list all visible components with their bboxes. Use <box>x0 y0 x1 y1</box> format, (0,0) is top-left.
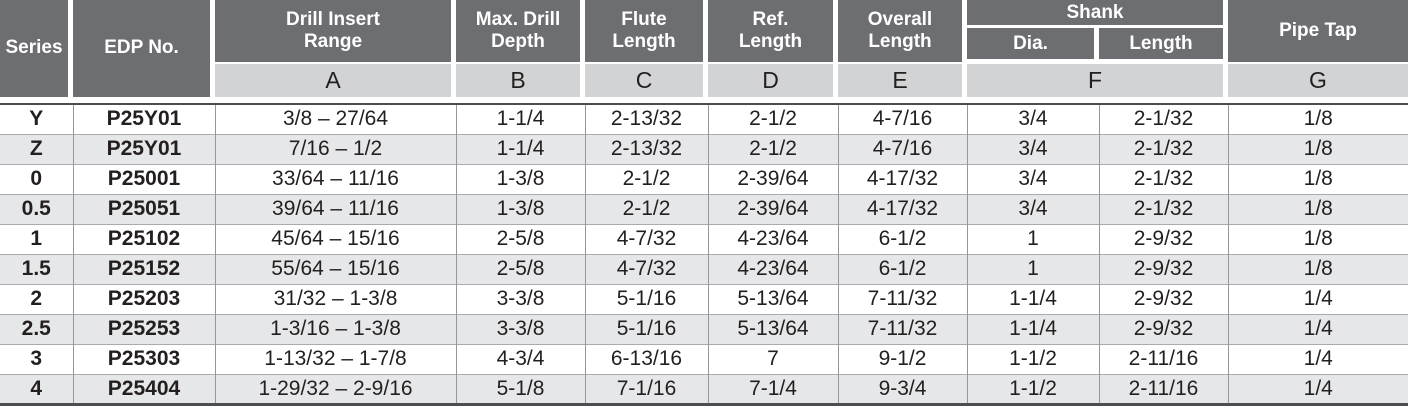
cell-edp-no: P25051 <box>73 194 215 224</box>
table-row <box>0 194 1408 224</box>
col-header-shank-length-label: Length <box>1129 32 1193 54</box>
table-row <box>0 134 1408 164</box>
col-letter-f: F <box>967 62 1228 97</box>
cell-max-drill-depth: 5-1/8 <box>456 374 585 404</box>
cell-drill-insert-range: 39/64 – 11/16 <box>215 194 456 224</box>
col-header-shank-dia-label: Dia. <box>1013 32 1048 54</box>
col-header-drill-insert-range-line2: Range <box>303 31 363 52</box>
cell-flute-length: 7-1/16 <box>585 374 708 404</box>
col-header-overall-length-line1: Overall <box>867 8 933 30</box>
col-header-pipe-tap <box>1228 0 1408 62</box>
cell-shank-length: 2-1/32 <box>1099 104 1228 134</box>
col-header-series <box>0 0 73 97</box>
cell-shank-length: 2-9/32 <box>1099 254 1228 284</box>
cell-series: 1 <box>0 224 73 254</box>
cell-ref-length: 4-23/64 <box>708 254 838 284</box>
cell-pipe-tap: 1/4 <box>1228 344 1408 374</box>
cell-pipe-tap: 1/4 <box>1228 314 1408 344</box>
cell-ref-length: 2-1/2 <box>708 104 838 134</box>
cell-shank-dia: 3/4 <box>967 194 1099 224</box>
table-row <box>0 344 1408 374</box>
shank-subheaders <box>967 28 1223 59</box>
table-row <box>0 284 1408 314</box>
cell-flute-length: 2-1/2 <box>585 164 708 194</box>
cell-drill-insert-range: 31/32 – 1-3/8 <box>215 284 456 314</box>
cell-pipe-tap: 1/8 <box>1228 194 1408 224</box>
col-header-drill-insert-range-line1: Drill Insert <box>286 8 380 30</box>
cell-overall-length: 9-3/4 <box>838 374 967 404</box>
cell-pipe-tap: 1/8 <box>1228 224 1408 254</box>
cell-shank-dia: 3/4 <box>967 104 1099 134</box>
col-header-series-label: Series <box>5 37 63 59</box>
cell-ref-length: 2-39/64 <box>708 164 838 194</box>
col-header-shank-length <box>1099 28 1223 59</box>
table-header <box>0 0 1408 97</box>
cell-shank-length: 2-9/32 <box>1099 224 1228 254</box>
table-row <box>0 374 1408 404</box>
cell-shank-dia: 3/4 <box>967 134 1099 164</box>
cell-overall-length: 4-17/32 <box>838 164 967 194</box>
cell-shank-dia: 1 <box>967 224 1099 254</box>
cell-pipe-tap: 1/4 <box>1228 374 1408 404</box>
cell-drill-insert-range: 1-29/32 – 2-9/16 <box>215 374 456 404</box>
cell-max-drill-depth: 1-1/4 <box>456 134 585 164</box>
cell-edp-no: P25404 <box>73 374 215 404</box>
cell-ref-length: 2-1/2 <box>708 134 838 164</box>
cell-edp-no: P25Y01 <box>73 104 215 134</box>
col-header-pipe-tap-label: Pipe Tap <box>1279 19 1357 41</box>
col-header-ref-length <box>708 0 838 62</box>
col-header-ref-length-line1: Ref. <box>752 8 789 30</box>
col-letter-g: G <box>1228 62 1408 97</box>
cell-shank-dia: 1-1/2 <box>967 374 1099 404</box>
col-letter-b: B <box>456 62 585 97</box>
table-body <box>0 103 1408 406</box>
cell-max-drill-depth: 4-3/4 <box>456 344 585 374</box>
cell-series: 0 <box>0 164 73 194</box>
col-header-shank <box>967 0 1223 28</box>
cell-flute-length: 2-13/32 <box>585 104 708 134</box>
cell-flute-length: 5-1/16 <box>585 284 708 314</box>
col-header-edp-no-label: EDP No. <box>104 37 179 59</box>
col-letter-c: C <box>585 62 708 97</box>
cell-shank-dia: 1-1/4 <box>967 284 1099 314</box>
cell-pipe-tap: 1/8 <box>1228 164 1408 194</box>
cell-drill-insert-range: 1-3/16 – 1-3/8 <box>215 314 456 344</box>
col-header-max-drill-depth-line1: Max. Drill <box>475 8 561 30</box>
cell-shank-dia: 3/4 <box>967 164 1099 194</box>
cell-flute-length: 4-7/32 <box>585 224 708 254</box>
cell-flute-length: 2-13/32 <box>585 134 708 164</box>
cell-max-drill-depth: 3-3/8 <box>456 284 585 314</box>
cell-overall-length: 4-7/16 <box>838 104 967 134</box>
cell-flute-length: 2-1/2 <box>585 194 708 224</box>
table-row <box>0 164 1408 194</box>
cell-pipe-tap: 1/8 <box>1303 107 1333 131</box>
cell-ref-length: 5-13/64 <box>708 284 838 314</box>
cell-overall-length: 4-17/32 <box>838 194 967 224</box>
cell-drill-insert-range: 33/64 – 11/16 <box>215 164 456 194</box>
cell-pipe-tap: 1/8 <box>1228 254 1408 284</box>
cell-edp-no: P25152 <box>73 254 215 284</box>
cell-flute-length: 4-7/32 <box>585 254 708 284</box>
col-header-shank-dia <box>967 28 1099 59</box>
cell-shank-length: 2-9/32 <box>1099 284 1228 314</box>
cell-series: 1.5 <box>0 254 73 284</box>
col-letter-d: D <box>708 62 838 97</box>
cell-shank-length: 2-9/32 <box>1099 314 1228 344</box>
cell-edp-no: P25001 <box>73 164 215 194</box>
cell-overall-length: 6-1/2 <box>838 224 967 254</box>
cell-flute-length: 5-1/16 <box>585 314 708 344</box>
cell-shank-dia: 1-1/2 <box>967 344 1099 374</box>
col-header-max-drill-depth-line2: Depth <box>491 31 545 52</box>
cell-overall-length: 6-1/2 <box>838 254 967 284</box>
cell-max-drill-depth: 1-3/8 <box>456 164 585 194</box>
col-header-ref-length-line2: Length <box>738 31 803 52</box>
cell-shank-length: 2-11/16 <box>1099 344 1228 374</box>
col-header-flute-length-line2: Length <box>612 31 676 52</box>
cell-series: 2 <box>0 284 73 314</box>
cell-edp-no: P25102 <box>73 224 215 254</box>
cell-shank-dia: 1 <box>967 254 1099 284</box>
table-row <box>0 254 1408 284</box>
table-row <box>0 224 1408 254</box>
col-header-overall-length <box>838 0 967 62</box>
cell-drill-insert-range: 55/64 – 15/16 <box>215 254 456 284</box>
table-row <box>0 104 1408 134</box>
cell-edp-no: P25Y01 <box>73 134 215 164</box>
cell-drill-insert-range: 1-13/32 – 1-7/8 <box>215 344 456 374</box>
cell-pipe-tap: 1/8 <box>1228 134 1408 164</box>
cell-drill-insert-range: 3/8 – 27/64 <box>215 104 456 134</box>
cell-edp-no: P25203 <box>73 284 215 314</box>
cell-series: 0.5 <box>0 194 73 224</box>
cell-max-drill-depth: 1-1/4 <box>456 104 585 134</box>
table-row <box>0 314 1408 344</box>
cell-shank-length: 2-11/16 <box>1099 374 1228 404</box>
col-header-edp-no <box>73 0 215 97</box>
cell-ref-length: 4-23/64 <box>708 224 838 254</box>
col-letter-e: E <box>838 62 967 97</box>
cell-edp-no: P25303 <box>73 344 215 374</box>
cell-series: Y <box>0 104 73 134</box>
cell-series: 3 <box>0 344 73 374</box>
cell-overall-length: 9-1/2 <box>838 344 967 374</box>
cell-max-drill-depth: 3-3/8 <box>456 314 585 344</box>
cell-pipe-tap: 1/4 <box>1228 284 1408 314</box>
cell-series: 4 <box>0 374 73 404</box>
cell-overall-length: 4-7/16 <box>838 134 967 164</box>
cell-overall-length: 7-11/32 <box>838 284 967 314</box>
cell-series: 2.5 <box>0 314 73 344</box>
col-header-overall-length-line2: Length <box>868 31 932 52</box>
col-header-shank-label: Shank <box>1066 1 1124 23</box>
col-header-drill-insert-range <box>215 0 456 62</box>
cell-max-drill-depth: 2-5/8 <box>456 254 585 284</box>
cell-drill-insert-range: 45/64 – 15/16 <box>215 224 456 254</box>
cell-max-drill-depth: 2-5/8 <box>456 224 585 254</box>
cell-edp-no: P25253 <box>73 314 215 344</box>
col-header-flute-length-line1: Flute <box>621 8 667 30</box>
cell-overall-length: 7-11/32 <box>838 314 967 344</box>
cell-ref-length: 7-1/4 <box>708 374 838 404</box>
cell-ref-length: 5-13/64 <box>708 314 838 344</box>
col-header-max-drill-depth <box>456 0 585 62</box>
col-header-shank-group <box>967 0 1228 62</box>
cell-series: Z <box>0 134 73 164</box>
cell-max-drill-depth: 1-3/8 <box>456 194 585 224</box>
cell-shank-length: 2-1/32 <box>1099 194 1228 224</box>
cell-shank-length: 2-1/32 <box>1099 164 1228 194</box>
cell-ref-length: 7 <box>708 344 838 374</box>
cell-ref-length: 2-39/64 <box>708 194 838 224</box>
cell-shank-dia: 1-1/4 <box>967 314 1099 344</box>
col-header-flute-length <box>585 0 708 62</box>
cell-flute-length: 6-13/16 <box>585 344 708 374</box>
cell-drill-insert-range: 7/16 – 1/2 <box>215 134 456 164</box>
col-letter-a: A <box>215 62 456 97</box>
cell-shank-length: 2-1/32 <box>1099 134 1228 164</box>
